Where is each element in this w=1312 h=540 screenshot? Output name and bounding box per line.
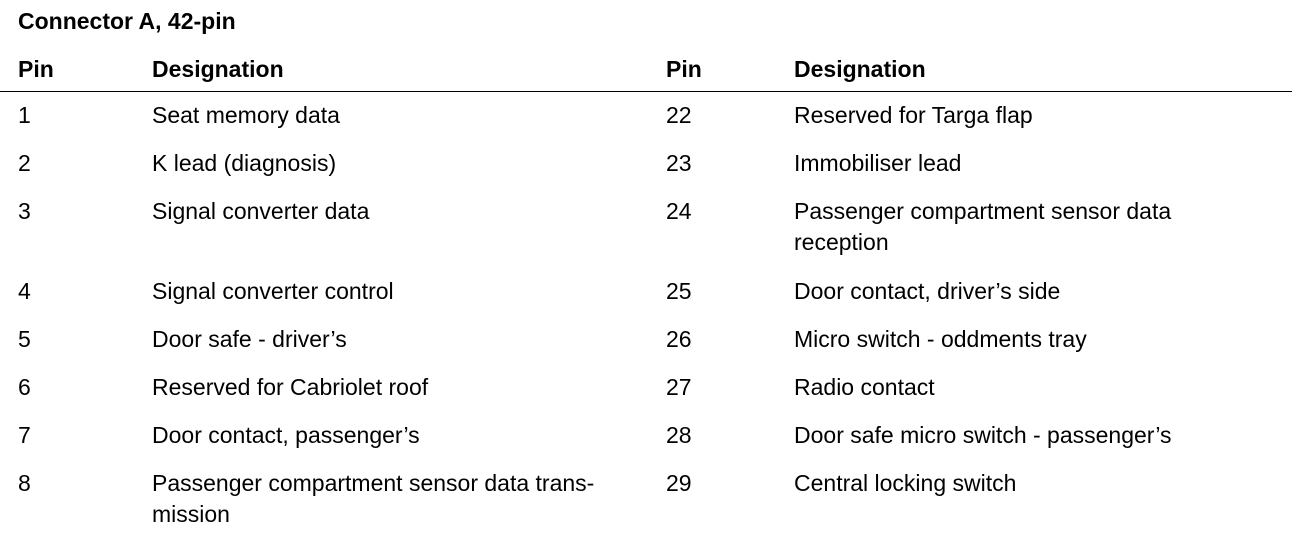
table-row xyxy=(0,148,1312,196)
designation-right-cell: Micro switch - oddments tray xyxy=(794,326,1087,352)
pin-right-cell: 22 xyxy=(666,102,692,128)
designation-left-cell: Seat memory data xyxy=(152,102,340,128)
pin-left-cell: 5 xyxy=(18,326,31,352)
table-row xyxy=(0,468,1312,540)
pin-left-cell: 2 xyxy=(18,150,31,176)
table-row xyxy=(0,372,1312,420)
pin-left-cell: 1 xyxy=(18,102,31,128)
designation-left-cell: Door safe - driver’s xyxy=(152,326,347,352)
pin-left-cell: 7 xyxy=(18,422,31,448)
designation-right-cell: Central locking switch xyxy=(794,470,1017,496)
designation-left-cell: Reserved for Cabriolet roof xyxy=(152,374,429,400)
pin-left-cell: 3 xyxy=(18,198,31,224)
designation-left-cell: Door contact, passenger’s xyxy=(152,422,420,448)
designation-right-cell: Reserved for Targa flap xyxy=(794,102,1033,128)
table-row xyxy=(0,276,1312,324)
table-title: Connector A, 42-pin xyxy=(18,8,236,34)
designation-right-cell: Immobiliser lead xyxy=(794,150,962,176)
header-designation-left: Designation xyxy=(152,56,284,82)
table-row xyxy=(0,196,1312,276)
table-body xyxy=(0,100,1312,540)
designation-left-cell: Passenger compartment sensor data trans-mission xyxy=(152,470,595,527)
designation-left-cell: Signal converter data xyxy=(152,198,370,224)
table-row xyxy=(0,100,1312,148)
pin-right-cell: 28 xyxy=(666,422,692,448)
designation-right-cell: Radio contact xyxy=(794,374,935,400)
header-pin-right: Pin xyxy=(666,56,702,82)
pin-right-cell: 29 xyxy=(666,470,692,496)
designation-left-cell: K lead (diagnosis) xyxy=(152,150,337,176)
header-divider xyxy=(0,91,1292,92)
pin-left-cell: 4 xyxy=(18,278,31,304)
designation-left-cell: Signal converter control xyxy=(152,278,394,304)
pin-left-cell: 6 xyxy=(18,374,31,400)
pin-right-cell: 27 xyxy=(666,374,692,400)
pin-right-cell: 25 xyxy=(666,278,692,304)
pin-left-cell: 8 xyxy=(18,470,31,496)
header-pin-left: Pin xyxy=(18,56,54,82)
pin-right-cell: 24 xyxy=(666,198,692,224)
table-header-row xyxy=(0,54,1312,86)
designation-right-cell: Door safe micro switch - passenger’s xyxy=(794,422,1172,448)
pin-right-cell: 23 xyxy=(666,150,692,176)
table-row xyxy=(0,324,1312,372)
designation-right-cell: Door contact, driver’s side xyxy=(794,278,1061,304)
header-designation-right: Designation xyxy=(794,56,926,82)
pin-right-cell: 26 xyxy=(666,326,692,352)
table-row xyxy=(0,420,1312,468)
designation-right-cell: Passenger compartment sensor data reception xyxy=(794,198,1172,255)
